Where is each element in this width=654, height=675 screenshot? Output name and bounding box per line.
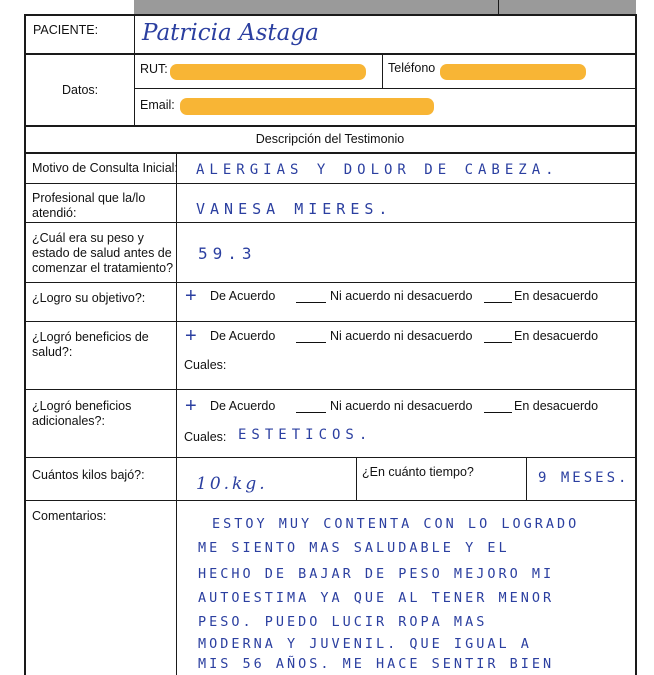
time-value: 9 MESES. — [538, 470, 630, 486]
objetivo-agree: De Acuerdo — [210, 289, 276, 303]
rut-redaction — [170, 64, 366, 80]
adicionales-disagree: En desacuerdo — [514, 399, 599, 413]
hline-section — [24, 152, 636, 154]
profesional-value: VANESA MIERES. — [196, 200, 393, 218]
comentarios-label: Comentarios: — [32, 509, 107, 523]
peso-label-1: ¿Cuál era su peso y — [32, 231, 144, 245]
top-gray-strip — [134, 0, 636, 14]
comment-line-6: MODERNA Y JUVENIL. QUE IGUAL A — [198, 636, 532, 652]
hline-profesional — [24, 222, 636, 223]
comment-line-7: MIS 56 AÑOS. ME HACE SENTIR BIEN — [198, 656, 555, 672]
hline-salud — [24, 389, 636, 390]
hline-motivo — [24, 183, 636, 184]
datos-label: Datos: — [62, 83, 99, 97]
peso-label-2: estado de salud antes de — [32, 246, 172, 260]
table-border-left — [24, 14, 26, 675]
hline-adicionales — [24, 457, 636, 458]
salud-agree: De Acuerdo — [210, 329, 276, 343]
objetivo-disagree: En desacuerdo — [514, 289, 599, 303]
email-redaction — [180, 98, 434, 115]
peso-label-3: comenzar el tratamiento? — [32, 261, 174, 275]
hline-rut — [134, 88, 636, 89]
salud-which-label: Cuales: — [184, 358, 227, 372]
adicionales-disagree-blank — [484, 412, 512, 413]
motivo-value: ALERGIAS Y DOLOR DE CABEZA. — [196, 162, 559, 178]
hline-datos — [24, 125, 636, 127]
hline-objetivo — [24, 321, 636, 322]
kilos-value: 10.kg. — [196, 474, 268, 494]
comment-line-5: PESO. PUEDO LUCIR ROPA MAS — [198, 614, 488, 630]
vline-label-col — [176, 153, 177, 675]
hline-patient — [24, 53, 636, 55]
hline-kilos — [24, 500, 636, 501]
adicionales-neutral-blank — [296, 412, 326, 413]
hline-top — [24, 14, 636, 16]
salud-neutral: Ni acuerdo ni desacuerdo — [330, 329, 473, 343]
adicionales-which-value: ESTETICOS. — [238, 427, 373, 443]
salud-disagree: En desacuerdo — [514, 329, 599, 343]
peso-value: 59.3 — [198, 244, 257, 263]
patient-label: PACIENTE: — [33, 23, 99, 37]
table-border-right — [635, 14, 637, 675]
vline-kilos-time — [356, 458, 357, 501]
hline-peso — [24, 282, 636, 283]
adicionales-agree-mark: + — [185, 395, 197, 417]
vline-rut-phone — [382, 54, 383, 89]
adicionales-which-label: Cuales: — [184, 430, 227, 444]
section-title: Descripción del Testimonio — [255, 132, 405, 146]
salud-agree-mark: + — [185, 325, 197, 347]
adicionales-agree: De Acuerdo — [210, 399, 276, 413]
objetivo-disagree-blank — [484, 302, 512, 303]
kilos-label: Cuántos kilos bajó?: — [32, 468, 145, 482]
time-label: ¿En cuánto tiempo? — [362, 465, 474, 479]
salud-disagree-blank — [484, 342, 512, 343]
comment-line-4: AUTOESTIMA YA QUE AL TENER MENOR — [198, 590, 555, 606]
rut-label: RUT: — [140, 62, 168, 76]
objetivo-label: ¿Logro su objetivo?: — [32, 291, 146, 305]
profesional-label-1: Profesional que la/lo — [32, 191, 146, 205]
profesional-label-2: atendió: — [32, 206, 77, 220]
adicionales-label-2: adicionales?: — [32, 414, 105, 428]
salud-neutral-blank — [296, 342, 326, 343]
phone-label: Teléfono — [388, 61, 436, 75]
phone-redaction — [440, 64, 586, 80]
comment-line-1: ESTOY MUY CONTENTA CON LO LOGRADO — [212, 516, 580, 532]
email-label: Email: — [140, 98, 175, 112]
adicionales-label-1: ¿Logró beneficios — [32, 399, 132, 413]
vline-label-col-top — [134, 14, 135, 126]
comment-line-3: HECHO DE BAJAR DE PESO MEJORO MI — [198, 566, 555, 582]
comment-line-2: ME SIENTO MAS SALUDABLE Y EL — [198, 540, 510, 556]
adicionales-neutral: Ni acuerdo ni desacuerdo — [330, 399, 473, 413]
top-strip-divider — [498, 0, 499, 14]
salud-label-2: salud?: — [32, 345, 73, 359]
motivo-label: Motivo de Consulta Inicial: — [32, 161, 178, 175]
patient-name: Patricia Astaga — [142, 20, 319, 46]
salud-label-1: ¿Logró beneficios de — [32, 330, 149, 344]
objetivo-agree-mark: + — [185, 285, 197, 307]
objetivo-neutral-blank — [296, 302, 326, 303]
vline-time-value — [526, 458, 527, 501]
objetivo-neutral: Ni acuerdo ni desacuerdo — [330, 289, 473, 303]
